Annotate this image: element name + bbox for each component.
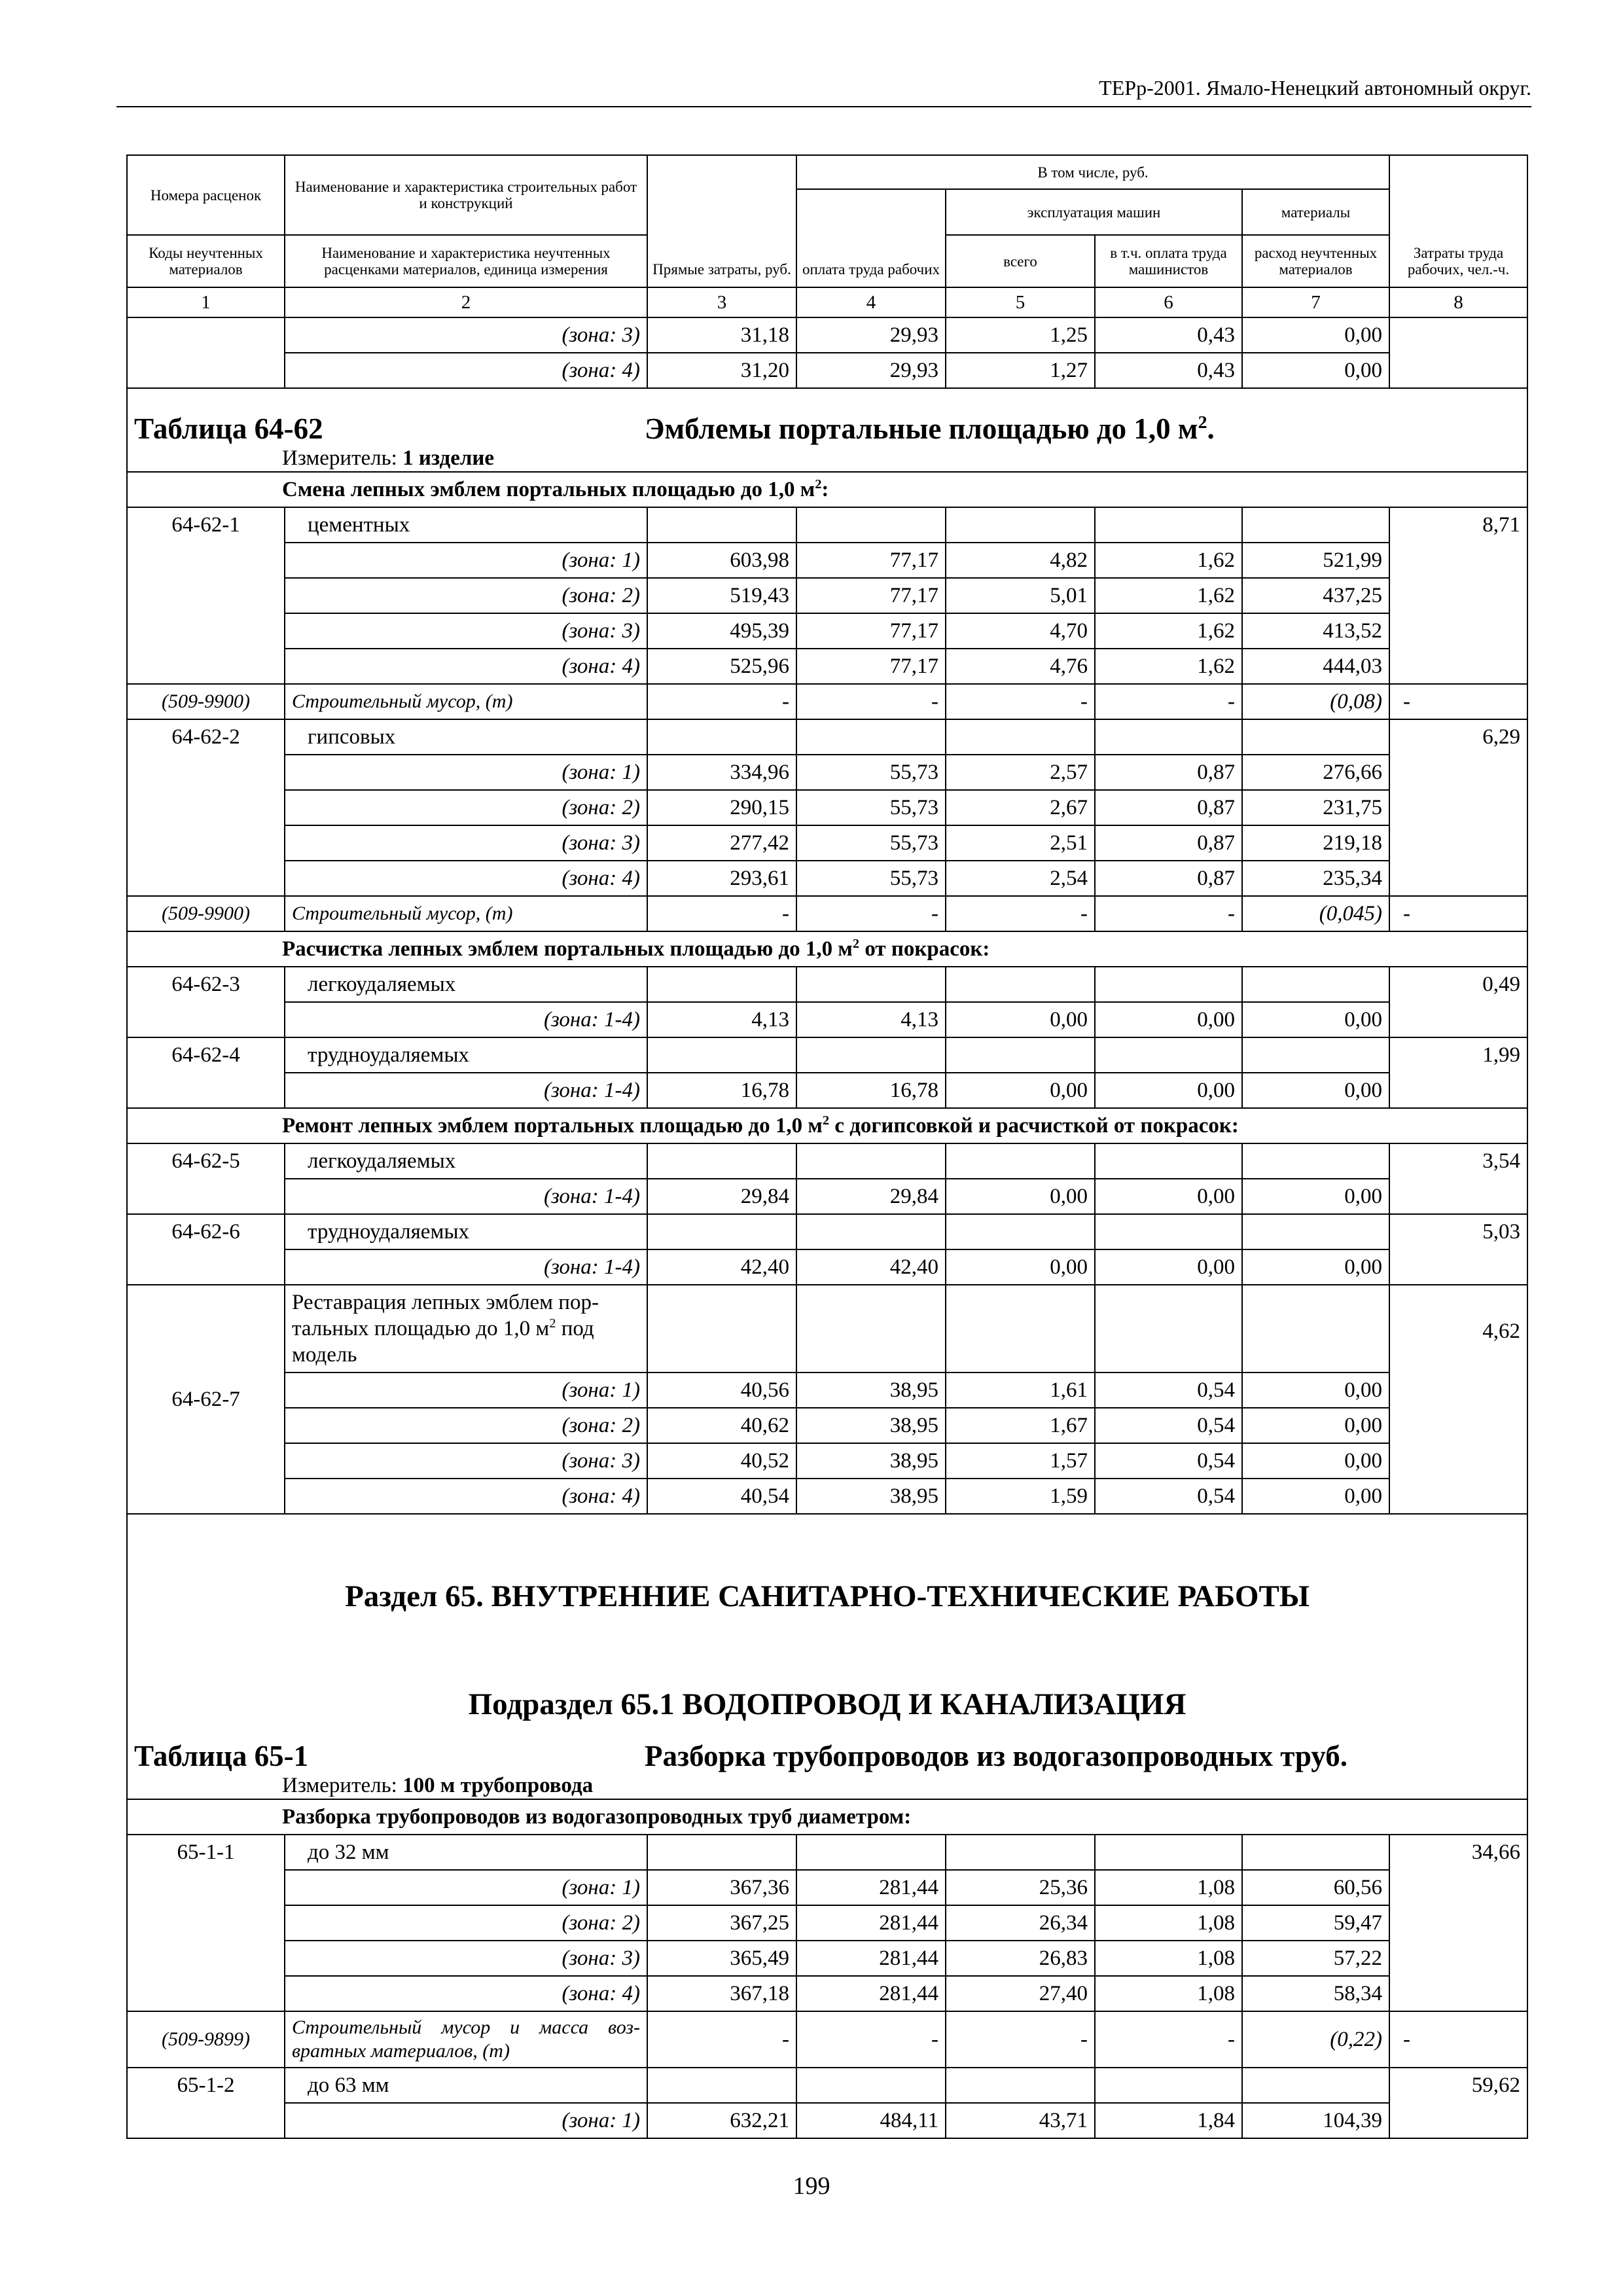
zone-label: (зона: 3): [285, 317, 647, 353]
cell-operators: 0,54: [1095, 1479, 1242, 1514]
col-header-material-names: Наименование и характеристика неучтенных расценками материалов, единица измерения: [285, 235, 647, 287]
cell-operators: 0,00: [1095, 1002, 1242, 1037]
cell-direct: 42,40: [647, 1249, 796, 1285]
cell-wages: 77,17: [796, 613, 946, 649]
material-name: Строительный мусор, (т): [285, 896, 647, 931]
cell-materials: 0,00: [1242, 1249, 1389, 1285]
cell-operators: 0,87: [1095, 790, 1242, 825]
cell-machines: 4,76: [946, 649, 1095, 684]
column-number-row: [127, 287, 1527, 317]
cell-wages: 55,73: [796, 861, 946, 896]
cell-operators: 1,62: [1095, 543, 1242, 578]
cell-direct: 632,21: [647, 2103, 796, 2138]
group-title-row: Смена лепных эмблем портальных площадью до 1,0 $м^2$:: [127, 472, 1527, 507]
zone-label: (зона: 1-4): [285, 1179, 647, 1214]
cell-wages: 29,93: [796, 317, 946, 353]
cell-machines: 0,00: [946, 1002, 1095, 1037]
cell-machines: 2,51: [946, 825, 1095, 861]
cell-direct: 367,36: [647, 1870, 796, 1905]
rate-code: 64-62-6: [127, 1214, 285, 1285]
group-title-row: Расчистка лепных эмблем портальных площадью до 1,0 $м^2$ от покрасок:: [127, 931, 1527, 967]
material-row: (509-9900) Строительный мусор, (т) - - - - (0,045) -: [127, 896, 1527, 931]
table-row: [127, 1479, 1527, 1514]
cell-labor: 4,62: [1389, 1285, 1527, 1514]
cell-wages: 38,95: [796, 1408, 946, 1443]
col-header-materials: материалы: [1242, 189, 1389, 235]
cell-labor: 5,03: [1389, 1214, 1527, 1285]
zone-label: (зона: 4): [285, 649, 647, 684]
cell-materials: 58,34: [1242, 1976, 1389, 2011]
col-header-machines: эксплуатация машин: [946, 189, 1242, 235]
cell-operators: 0,87: [1095, 755, 1242, 790]
zone-label: (зона: 1-4): [285, 1249, 647, 1285]
table-row: [127, 1037, 1527, 1073]
cell-machines: 5,01: [946, 578, 1095, 613]
rate-name: трудноудаляемых: [285, 1037, 647, 1073]
col-header-labor: Затраты труда рабочих, чел.-ч.: [1389, 155, 1527, 287]
table-row: [127, 1905, 1527, 1941]
table-row: [127, 1372, 1527, 1408]
column-number: 2: [285, 287, 647, 317]
cell-direct: 603,98: [647, 543, 796, 578]
cell-materials: 104,39: [1242, 2103, 1389, 2138]
material-code: (509-9900): [127, 684, 285, 719]
zone-label: (зона: 4): [285, 353, 647, 388]
cell-wages: 4,13: [796, 1002, 946, 1037]
cell-machines: 1,57: [946, 1443, 1095, 1479]
cell-direct: 519,43: [647, 578, 796, 613]
zone-label: (зона: 4): [285, 861, 647, 896]
table-row: [127, 353, 1527, 388]
table-row: [127, 790, 1527, 825]
table-label: Таблица 64-62: [134, 412, 323, 445]
cell-materials: 0,00: [1242, 1408, 1389, 1443]
zone-label: (зона: 3): [285, 1941, 647, 1976]
table-row: [127, 2068, 1527, 2103]
table-row: [127, 967, 1527, 1002]
rate-code: 64-62-2: [127, 719, 285, 896]
cell-wages: 484,11: [796, 2103, 946, 2138]
cell-direct: 290,15: [647, 790, 796, 825]
measure-label: Измеритель:: [282, 446, 403, 470]
zone-label: (зона: 1): [285, 1372, 647, 1408]
table-row: [127, 861, 1527, 896]
zone-label: (зона: 3): [285, 1443, 647, 1479]
table-row: [127, 1143, 1527, 1179]
cell-materials: 0,00: [1242, 1179, 1389, 1214]
table-row: [127, 507, 1527, 543]
table-label: Таблица 65-1: [134, 1740, 309, 1772]
cell-wages: 38,95: [796, 1372, 946, 1408]
measure-value: 100 м трубопровода: [402, 1774, 594, 1797]
cell-direct: 31,18: [647, 317, 796, 353]
cell-wages: 77,17: [796, 649, 946, 684]
cell-operators: 1,62: [1095, 649, 1242, 684]
table-row: [127, 1002, 1527, 1037]
cell-materials: 60,56: [1242, 1870, 1389, 1905]
cell-machines: 0,00: [946, 1073, 1095, 1108]
rate-name: до 63 мм: [285, 2068, 647, 2103]
col-header-codes: Номера расценок: [127, 155, 285, 235]
column-number: 7: [1242, 287, 1389, 317]
cell-wages: 29,93: [796, 353, 946, 388]
zone-label: (зона: 2): [285, 1905, 647, 1941]
cell-direct: 277,42: [647, 825, 796, 861]
cell-direct: 334,96: [647, 755, 796, 790]
cell-operators: 0,87: [1095, 825, 1242, 861]
cell-direct: 40,62: [647, 1408, 796, 1443]
cell-direct: 293,61: [647, 861, 796, 896]
cell-wages: 38,95: [796, 1479, 946, 1514]
cell-direct: 29,84: [647, 1179, 796, 1214]
table-row: [127, 1249, 1527, 1285]
cell-operators: 1,08: [1095, 1941, 1242, 1976]
measure-row: [127, 1772, 1527, 1799]
column-number: 4: [796, 287, 946, 317]
rate-name: Реставрация лепных эмблем пор- тальных площадью до 1,0 $м^2$ под модель: [285, 1285, 647, 1372]
cell-wages: 281,44: [796, 1941, 946, 1976]
rate-code: 64-62-7: [127, 1285, 285, 1514]
cell-materials: 413,52: [1242, 613, 1389, 649]
cell-labor: 0,49: [1389, 967, 1527, 1037]
rate-name: трудноудаляемых: [285, 1214, 647, 1249]
cell-materials: 444,03: [1242, 649, 1389, 684]
column-number: 6: [1095, 287, 1242, 317]
cell-machines: 1,59: [946, 1479, 1095, 1514]
cell-operators: 0,43: [1095, 353, 1242, 388]
material-code: (509-9900): [127, 896, 285, 931]
cell-direct: 4,13: [647, 1002, 796, 1037]
rate-code: 64-62-3: [127, 967, 285, 1037]
cell-direct: 365,49: [647, 1941, 796, 1976]
cell-materials: 0,00: [1242, 1002, 1389, 1037]
cell-machines: 27,40: [946, 1976, 1095, 2011]
table-row: [127, 2103, 1527, 2138]
cell-materials: 521,99: [1242, 543, 1389, 578]
cell-operators: 1,84: [1095, 2103, 1242, 2138]
table-row: [127, 578, 1527, 613]
zone-label: (зона: 2): [285, 1408, 647, 1443]
cell-materials: 276,66: [1242, 755, 1389, 790]
group-title-row: Ремонт лепных эмблем портальных площадью до 1,0 $м^2$ с догипсовкой и расчисткой от покрасок:: [127, 1108, 1527, 1143]
cell-direct: 31,20: [647, 353, 796, 388]
col-header-operator-wages: в т.ч. оплата труда машинистов: [1095, 235, 1242, 287]
material-row: (509-9900) Строительный мусор, (т) - - - - (0,08) -: [127, 684, 1527, 719]
col-header-name: Наименование и характеристика строительных работ и конструкций: [285, 155, 647, 235]
cell-machines: 4,70: [946, 613, 1095, 649]
material-quantity: (0,08): [1242, 684, 1389, 719]
cell-materials: 0,00: [1242, 317, 1389, 353]
cell-machines: 0,00: [946, 1179, 1095, 1214]
measure-value: 1 изделие: [402, 446, 495, 470]
material-quantity: (0,22): [1242, 2011, 1389, 2068]
cell-direct: 367,25: [647, 1905, 796, 1941]
table-row: [127, 719, 1527, 755]
rate-name: до 32 мм: [285, 1835, 647, 1870]
cell-machines: 0,00: [946, 1249, 1095, 1285]
cell-machines: 25,36: [946, 1870, 1095, 1905]
subsection-heading-row: [127, 1626, 1527, 1731]
cell-direct: 40,52: [647, 1443, 796, 1479]
table-heading-row: [127, 388, 1527, 445]
cell-operators: 1,08: [1095, 1976, 1242, 2011]
cell-wages: 16,78: [796, 1073, 946, 1108]
cell-machines: 26,34: [946, 1905, 1095, 1941]
cell-wages: 55,73: [796, 790, 946, 825]
table-row: [127, 825, 1527, 861]
cell-operators: 1,08: [1095, 1870, 1242, 1905]
material-row: (509-9899) Строительный мусор и масса воз-вратных материалов, (т) - - - - (0,22) -: [127, 2011, 1527, 2068]
table-row: [127, 649, 1527, 684]
cell-materials: 0,00: [1242, 1479, 1389, 1514]
cell-wages: 38,95: [796, 1443, 946, 1479]
cell-wages: 42,40: [796, 1249, 946, 1285]
table-row: [127, 1941, 1527, 1976]
zone-label: (зона: 1): [285, 755, 647, 790]
cell-operators: 1,62: [1095, 578, 1242, 613]
page-number: 199: [793, 2172, 830, 2200]
rate-name: цементных: [285, 507, 647, 543]
cell-materials: 0,00: [1242, 353, 1389, 388]
rate-name: легкоудаляемых: [285, 967, 647, 1002]
cell-operators: 1,62: [1095, 613, 1242, 649]
cell-wages: 281,44: [796, 1976, 946, 2011]
table-title: Эмблемы портальные площадью до 1,0 $м^2$.: [645, 412, 1215, 445]
table-row: [127, 1976, 1527, 2011]
rate-code: 64-62-4: [127, 1037, 285, 1108]
table-row: [127, 1073, 1527, 1108]
cell-machines: 2,57: [946, 755, 1095, 790]
cell-machines: 1,27: [946, 353, 1095, 388]
rate-name: легкоудаляемых: [285, 1143, 647, 1179]
cell-operators: 0,00: [1095, 1179, 1242, 1214]
cell-operators: 0,00: [1095, 1073, 1242, 1108]
cell-operators: 0,54: [1095, 1443, 1242, 1479]
rate-code: 64-62-5: [127, 1143, 285, 1214]
column-number: 8: [1389, 287, 1527, 317]
cell-wages: 281,44: [796, 1905, 946, 1941]
cell-operators: 0,54: [1095, 1408, 1242, 1443]
cell-materials: 57,22: [1242, 1941, 1389, 1976]
rates-table-container: [126, 154, 1527, 2139]
cell-labor: 3,54: [1389, 1143, 1527, 1214]
rate-code: 65-1-2: [127, 2068, 285, 2138]
rate-code: 64-62-1: [127, 507, 285, 684]
cell-direct: 16,78: [647, 1073, 796, 1108]
cell-direct: 367,18: [647, 1976, 796, 2011]
zone-label: (зона: 2): [285, 790, 647, 825]
cell-machines: 1,67: [946, 1408, 1095, 1443]
table-row: [127, 1870, 1527, 1905]
table-heading-row: [127, 1731, 1527, 1772]
cell-materials: 0,00: [1242, 1073, 1389, 1108]
material-name: Строительный мусор и масса воз-вратных материалов, (т): [285, 2011, 647, 2068]
cell-machines: 4,82: [946, 543, 1095, 578]
cell-direct: 525,96: [647, 649, 796, 684]
cell-operators: 0,00: [1095, 1249, 1242, 1285]
cell-direct: 495,39: [647, 613, 796, 649]
group-title-row: Разборка трубопроводов из водогазопроводных труб диаметром:: [127, 1799, 1527, 1835]
rate-name: гипсовых: [285, 719, 647, 755]
rate-code: 65-1-1: [127, 1835, 285, 2011]
zone-label: (зона: 1): [285, 543, 647, 578]
cell-machines: 26,83: [946, 1941, 1095, 1976]
zone-label: (зона: 1-4): [285, 1073, 647, 1108]
table-row: [127, 755, 1527, 790]
zone-label: (зона: 4): [285, 1479, 647, 1514]
cell-wages: 77,17: [796, 543, 946, 578]
section-heading-row: [127, 1514, 1527, 1626]
material-code: (509-9899): [127, 2011, 285, 2068]
col-header-group: В том числе, руб.: [796, 155, 1389, 189]
col-header-machines-total: всего: [946, 235, 1095, 287]
cell-wages: 77,17: [796, 578, 946, 613]
subsection-title: Подраздел 65.1 ВОДОПРОВОД И КАНАЛИЗАЦИЯ: [127, 1626, 1527, 1731]
cell-labor: 8,71: [1389, 507, 1527, 684]
cell-wages: 281,44: [796, 1870, 946, 1905]
col-header-direct-costs: Прямые затраты, руб.: [647, 155, 796, 287]
column-number: 3: [647, 287, 796, 317]
cell-direct: 40,56: [647, 1372, 796, 1408]
table-row: [127, 317, 1527, 353]
measure-row: [127, 445, 1527, 472]
table-row: [127, 1179, 1527, 1214]
cell-machines: 2,67: [946, 790, 1095, 825]
column-number: 5: [946, 287, 1095, 317]
table-title: Разборка трубопроводов из водогазопроводных труб.: [645, 1740, 1347, 1772]
col-header-material-codes: Коды неучтенных материалов: [127, 235, 285, 287]
zone-label: (зона: 1-4): [285, 1002, 647, 1037]
col-header-unaccounted-materials: расход неучтенных материалов: [1242, 235, 1389, 287]
running-header: ТЕРр-2001. Ямало-Ненецкий автономный округ.: [116, 73, 1531, 107]
zone-label: (зона: 1): [285, 1870, 647, 1905]
col-header-wages: оплата труда рабочих: [796, 189, 946, 287]
cell-materials: 437,25: [1242, 578, 1389, 613]
table-row: [127, 543, 1527, 578]
table-row: [127, 1443, 1527, 1479]
material-name: Строительный мусор, (т): [285, 684, 647, 719]
zone-label: (зона: 3): [285, 613, 647, 649]
cell-direct: 40,54: [647, 1479, 796, 1514]
table-row: [127, 1214, 1527, 1249]
cell-wages: 29,84: [796, 1179, 946, 1214]
section-title: Раздел 65. ВНУТРЕННИЕ САНИТАРНО-ТЕХНИЧЕСКИЕ РАБОТЫ: [127, 1514, 1527, 1626]
cell-operators: 1,08: [1095, 1905, 1242, 1941]
column-number: 1: [127, 287, 285, 317]
rates-table: [126, 154, 1528, 2139]
zone-label: (зона: 3): [285, 825, 647, 861]
table-row: [127, 1285, 1527, 1372]
material-quantity: (0,045): [1242, 896, 1389, 931]
cell-materials: 219,18: [1242, 825, 1389, 861]
measure-label: Измеритель:: [282, 1774, 403, 1797]
cell-labor: 6,29: [1389, 719, 1527, 896]
cell-machines: 43,71: [946, 2103, 1095, 2138]
cell-labor: 59,62: [1389, 2068, 1527, 2138]
table-row: [127, 613, 1527, 649]
cell-machines: 1,61: [946, 1372, 1095, 1408]
cell-labor: 34,66: [1389, 1835, 1527, 2011]
cell-materials: 231,75: [1242, 790, 1389, 825]
zone-label: (зона: 4): [285, 1976, 647, 2011]
table-row: [127, 1408, 1527, 1443]
table-row: [127, 1835, 1527, 1870]
cell-materials: 0,00: [1242, 1443, 1389, 1479]
cell-machines: 2,54: [946, 861, 1095, 896]
cell-wages: 55,73: [796, 755, 946, 790]
cell-materials: 0,00: [1242, 1372, 1389, 1408]
cell-materials: 59,47: [1242, 1905, 1389, 1941]
cell-labor: 1,99: [1389, 1037, 1527, 1108]
cell-machines: 1,25: [946, 317, 1095, 353]
cell-wages: 55,73: [796, 825, 946, 861]
cell-operators: 0,54: [1095, 1372, 1242, 1408]
cell-operators: 0,87: [1095, 861, 1242, 896]
cell-materials: 235,34: [1242, 861, 1389, 896]
zone-label: (зона: 2): [285, 578, 647, 613]
zone-label: (зона: 1): [285, 2103, 647, 2138]
cell-operators: 0,43: [1095, 317, 1242, 353]
